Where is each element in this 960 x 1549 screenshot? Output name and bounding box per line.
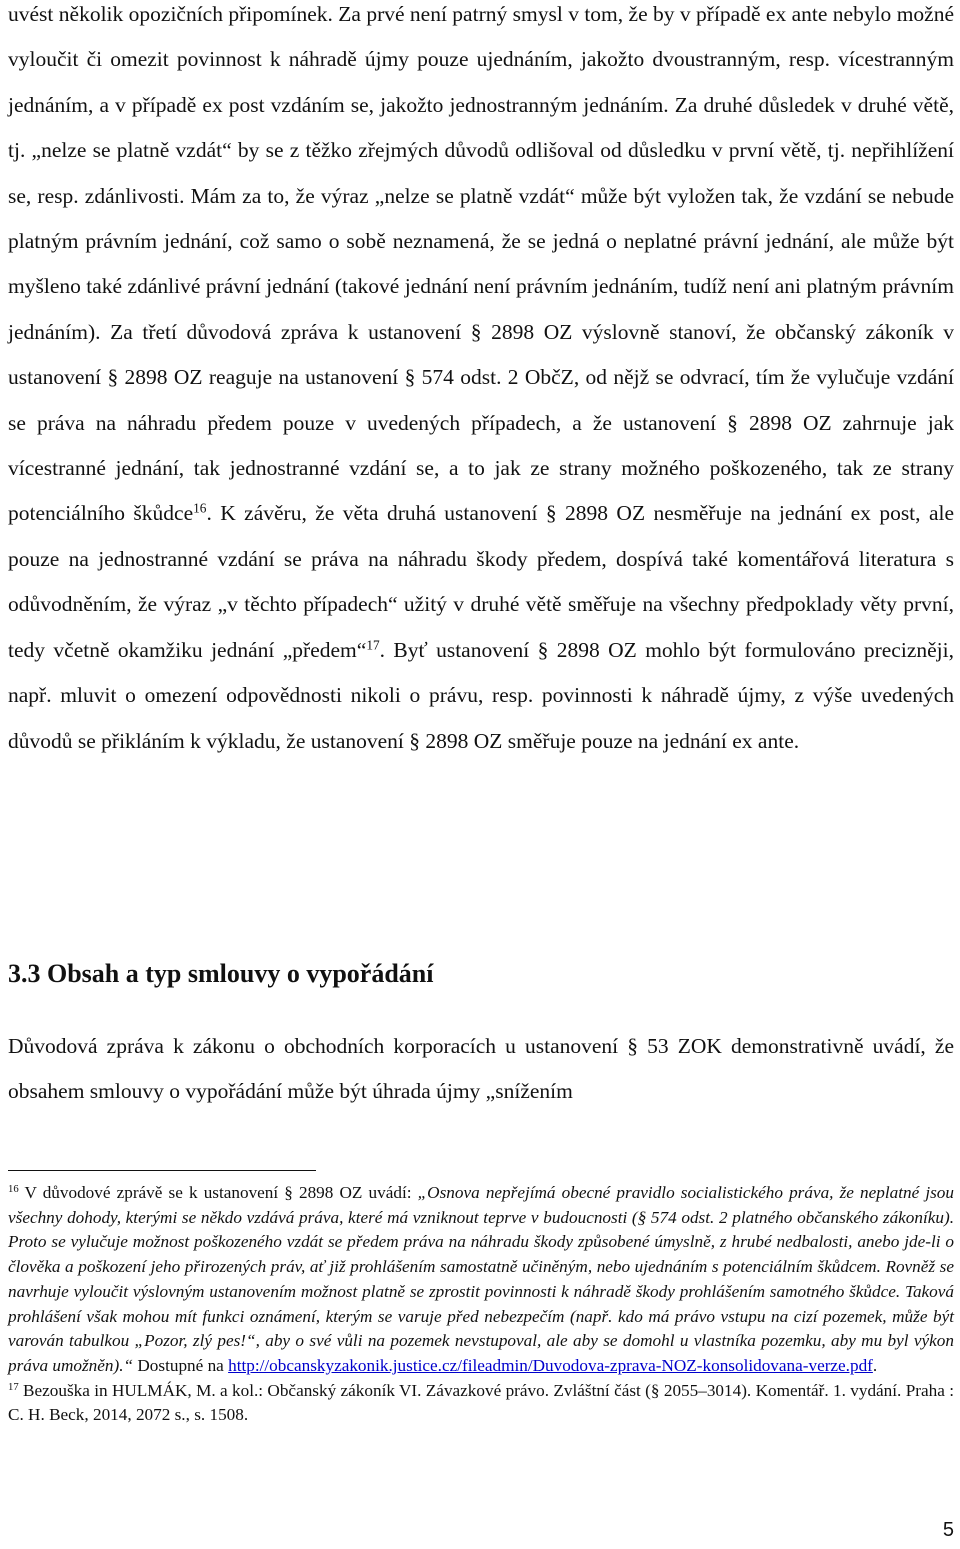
footnotes [8,1181,954,1428]
footnote-16 [8,1181,954,1379]
page-number: 5 [942,1519,954,1541]
footnote-separator [8,1170,316,1171]
section-paragraph: Důvodová zpráva k zákonu o obchodních korporacích u ustanovení § 53 ZOK demonstrativně uvádí, že obsahem smlouvy o vypořádání může být úhrada újmy „snížením [8,1034,954,1104]
body-paragraph [8,0,954,764]
footnote-number: 17 [8,1381,19,1393]
paragraph-continuation [8,0,954,764]
footnote-17 [8,1379,954,1428]
footnote-number: 16 [8,1184,19,1196]
footnote-ref-17[interactable]: 17 [366,637,380,653]
footnote-ref-16[interactable]: 16 [193,501,207,517]
footnote-text: Bezouška in HULMÁK, M. a kol.: Občanský zákoník VI. Závazkové právo. Zvláštní část (§ 2055–3014). Komentář. 1. vydání. Praha : C. H. Beck, 2014, 2072 s., s. 1508. [8,1380,954,1425]
footnote-text: V důvodové zprávě se k ustanovení § 2898 OZ uvádí: [18,1183,418,1202]
footnote-quote: „Osnova nepřejímá obecné pravidlo socialistického práva, že neplatné jsou všechny dohody, kterými se někdo vzdává práva, které má vzniknout teprve v budoucnosti (§ 574 odst. 2 platného občanského zákoníku). Proto se vylučuje možnost poškozeného vzdát se předem práva na náhradu škody způsobené úmyslně, z hrubé nedbalosti, anebo jde-li o člověka a poškození jeho přirozených práv, ať již prohlášením samostatně učiněným, nebo ujednáním s potenciálním škůdcem. Rovněž se navrhuje vyloučit výslovným ustanovením možnost platně se zprostit povinnosti k náhradě škody prohlášením samotného škůdce. Taková prohlášení však mohou mít funkci oznámení, kterým se varuje před nebezpečím (např. kdo má právo vstupu na cizí pozemek, může být varován tabulkou „Pozor, zlý pes!“, aby o své vůli na pozemek nevstupoval, ale aby se domohl u vlastníka pozemku, aby mu byl výkon práva umožněn).“ [8,1183,954,1375]
text-run: . K závěru, že věta druhá ustanovení § 2898 OZ nesměřuje na jednání ex post, ale pouze na jednostranné vzdání se práva na náhradu škody předem, dospívá také komentářová literatura s odůvodněním, že výraz „v těchto případech“ užitý v druhé větě směřuje na všechny předpoklady věty první, tedy včetně okamžiku jednání „předem“ [8,501,954,662]
text-run: . Byť ustanovení § 2898 OZ mohlo být formulováno precizněji, např. mluvit o omezení odpovědnosti nikoli o právu, resp. povinnosti k náhradě újmy, z výše uvedených důvodů se přikláním k výkladu, že ustanovení § 2898 OZ směřuje pouze na jednání ex ante. [8,637,954,753]
footnote-text: . [872,1355,878,1375]
footnote-link[interactable]: http://obcanskyzakonik.justice.cz/fileadmin/Duvodova-zprava-NOZ-konsolidovana-verze.pdf [228,1355,873,1375]
footnote-text: Dostupné na [133,1355,229,1375]
section-heading: 3.3 Obsah a typ smlouvy o vypořádání [8,959,434,988]
text-run: uvést několik opozičních připomínek. Za prvé není patrný smysl v tom, že by v případě ex ante nebylo možné vyloučit či omezit povinnost k náhradě újmy pouze ujednáním, jakožto dvoustranným, resp. vícestranným jednáním, a v případě ex post vzdáním se, jakožto jednostranným jednáním. Za druhé důsledek v druhé větě, tj. „nelze se platně vzdát“ by se z těžko zřejmých důvodů odlišoval od důsledku v první větě, tj. nepřihlížení se, resp. zdánlivosti. Mám za to, že výraz „nelze se platně vzdát“ může být vyložen tak, že vzdání se nebude platným právním jednání, což samo o sobě neznamená, že se jedná o neplatné právní jednání, ale může být myšleno také zdánlivé právní jednání (takové jednání není právním jednáním, tudíž není ani platným právním jednáním). Za třetí důvodová zpráva k ustanovení § 2898 OZ výslovně stanoví, že občanský zákoník v ustanovení § 2898 OZ reaguje na ustanovení § 574 odst. 2 ObčZ, od nějž se odvrací, tím že vylučuje vzdání se práva na náhradu předem pouze v uvedených případech, a že ustanovení § 2898 OZ zahrnuje jak vícestranné jednání, tak jednostranné vzdání se, a to jak ze strany možného poškozeného, tak ze strany potenciálního škůdce [8,2,954,526]
